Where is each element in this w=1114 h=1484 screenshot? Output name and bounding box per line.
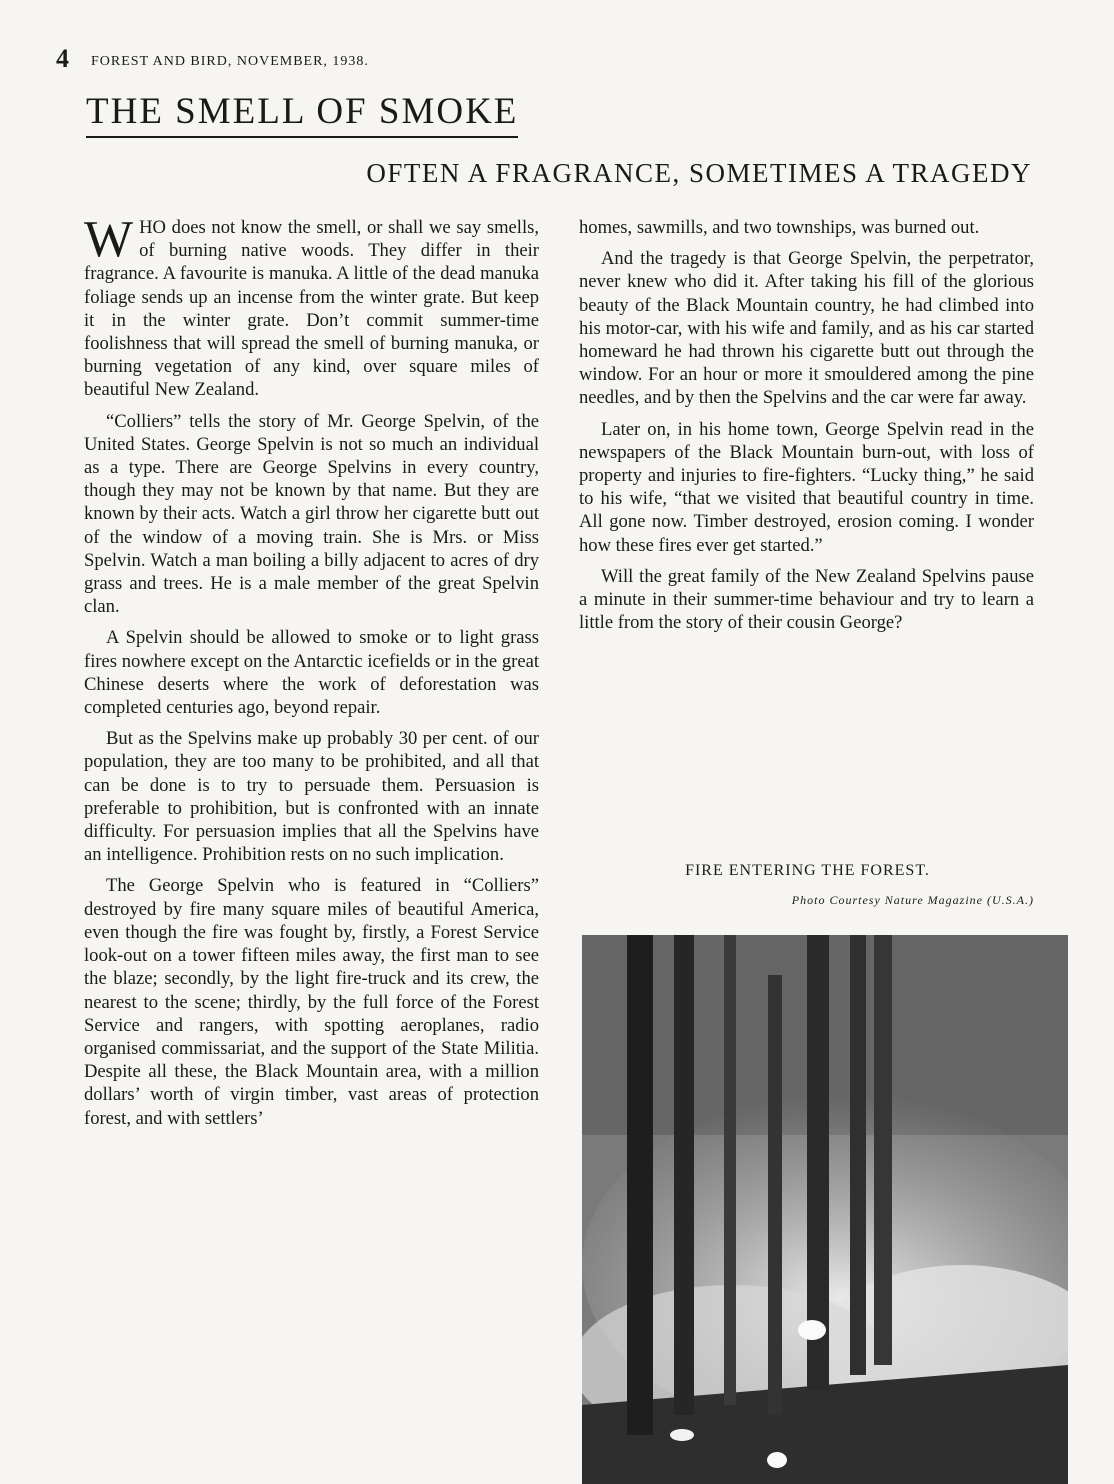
- photo-credit: Photo Courtesy Nature Magazine (U.S.A.): [791, 893, 1034, 907]
- running-head: FOREST AND BIRD, NOVEMBER, 1938.: [91, 54, 369, 69]
- paragraph: And the tragedy is that George Spelvin, the perpetrator, never knew who did it. After taking his fill of the glorious beauty of the Black Mountain country, he had climbed into his motor-car, with his wife and family, and as his car started homeward he had thrown his cigarette butt out through the window. For an hour or more it smouldered among the pine needles, and by then the Spelvins and the car were far away.: [579, 248, 1034, 409]
- article-subtitle: OFTEN A FRAGRANCE, SOMETIMES A TRAGEDY: [366, 158, 1032, 188]
- paragraph: “Colliers” tells the story of Mr. George Spelvin, of the United States. George Spelvin is not so much an individual as a type. There are George Spelvins in every country, though they may not be known by that name. But they are known by their acts. Watch a girl throw her cigarette butt out of the window of a moving train. She is Mrs. or Miss Spelvin. Watch a man boiling a billy adjacent to acres of dry grass and trees. He is a male member of the great Spelvin clan.: [84, 410, 539, 618]
- paragraph: A Spelvin should be allowed to smoke or to light grass fires nowhere except on the Antarctic icefields or in the great Chinese deserts where the work of deforestation was completed centuries ago, beyond repair.: [84, 627, 539, 719]
- paragraph: WHO does not know the smell, or shall we say smells, of burning native woods. They differ in their fragrance. A favourite is manuka. A little of the dead manuka foliage sends up an incense from the winter grate. But keep it in the winter grate. Don’t commit summer-time foolishness that will spread the smell of burning manuka, or burning vegetation of any kind, over square miles of beautiful New Zealand.: [84, 211, 539, 401]
- paragraph: Will the great family of the New Zealand Spelvins pause a minute in their summer-time behaviour and try to learn a little from the story of their cousin George?: [579, 565, 1034, 634]
- drop-cap: W: [84, 211, 134, 268]
- paragraph: homes, sawmills, and two townships, was burned out.: [579, 217, 980, 238]
- right-column: [579, 216, 1034, 642]
- paragraph: Later on, in his home town, George Spelvin read in the newspapers of the Black Mountain burn-out, with loss of property and injuries to fire-fighters. “Lucky thing,” he said to his wife, “that we visited that beautiful country in time. All gone now. Timber destroyed, erosion coming. I wonder how these fires ever get started.”: [579, 418, 1034, 556]
- page-number: 4: [56, 44, 69, 73]
- paragraph: But as the Spelvins make up probably 30 per cent. of our population, they are too many to be prohibited, and all that can be done is to try to persuade them. Persuasion is preferable to prohibition, but is confronted with an innate difficulty. For persuasion implies that all the Spelvins have an intelligence. Prohibition rests on no such implication.: [84, 728, 539, 866]
- paragraph: The George Spelvin who is featured in “Colliers” destroyed by fire many square miles of beautiful America, even though the fire was fought by, firstly, a Forest Service look-out on a tower fifteen miles away, the first man to see the blaze; secondly, by the light fire-truck and its crew, the nearest to the scene; thirdly, by the full force of the Forest Service and rangers, with spotting aeroplanes, radio organised commissariat, and the support of the State Militia. Despite all these, the Black Mountain area, with a million dollars’ worth of virgin timber, vast areas of protection forest, and with settlers’: [84, 875, 539, 1129]
- article-title: THE SMELL OF SMOKE: [86, 90, 518, 138]
- page-header: [56, 44, 369, 74]
- left-column: [84, 211, 539, 1138]
- forest-fire-photo: [582, 935, 1068, 1484]
- figure-caption: FIRE ENTERING THE FOREST.: [685, 862, 930, 879]
